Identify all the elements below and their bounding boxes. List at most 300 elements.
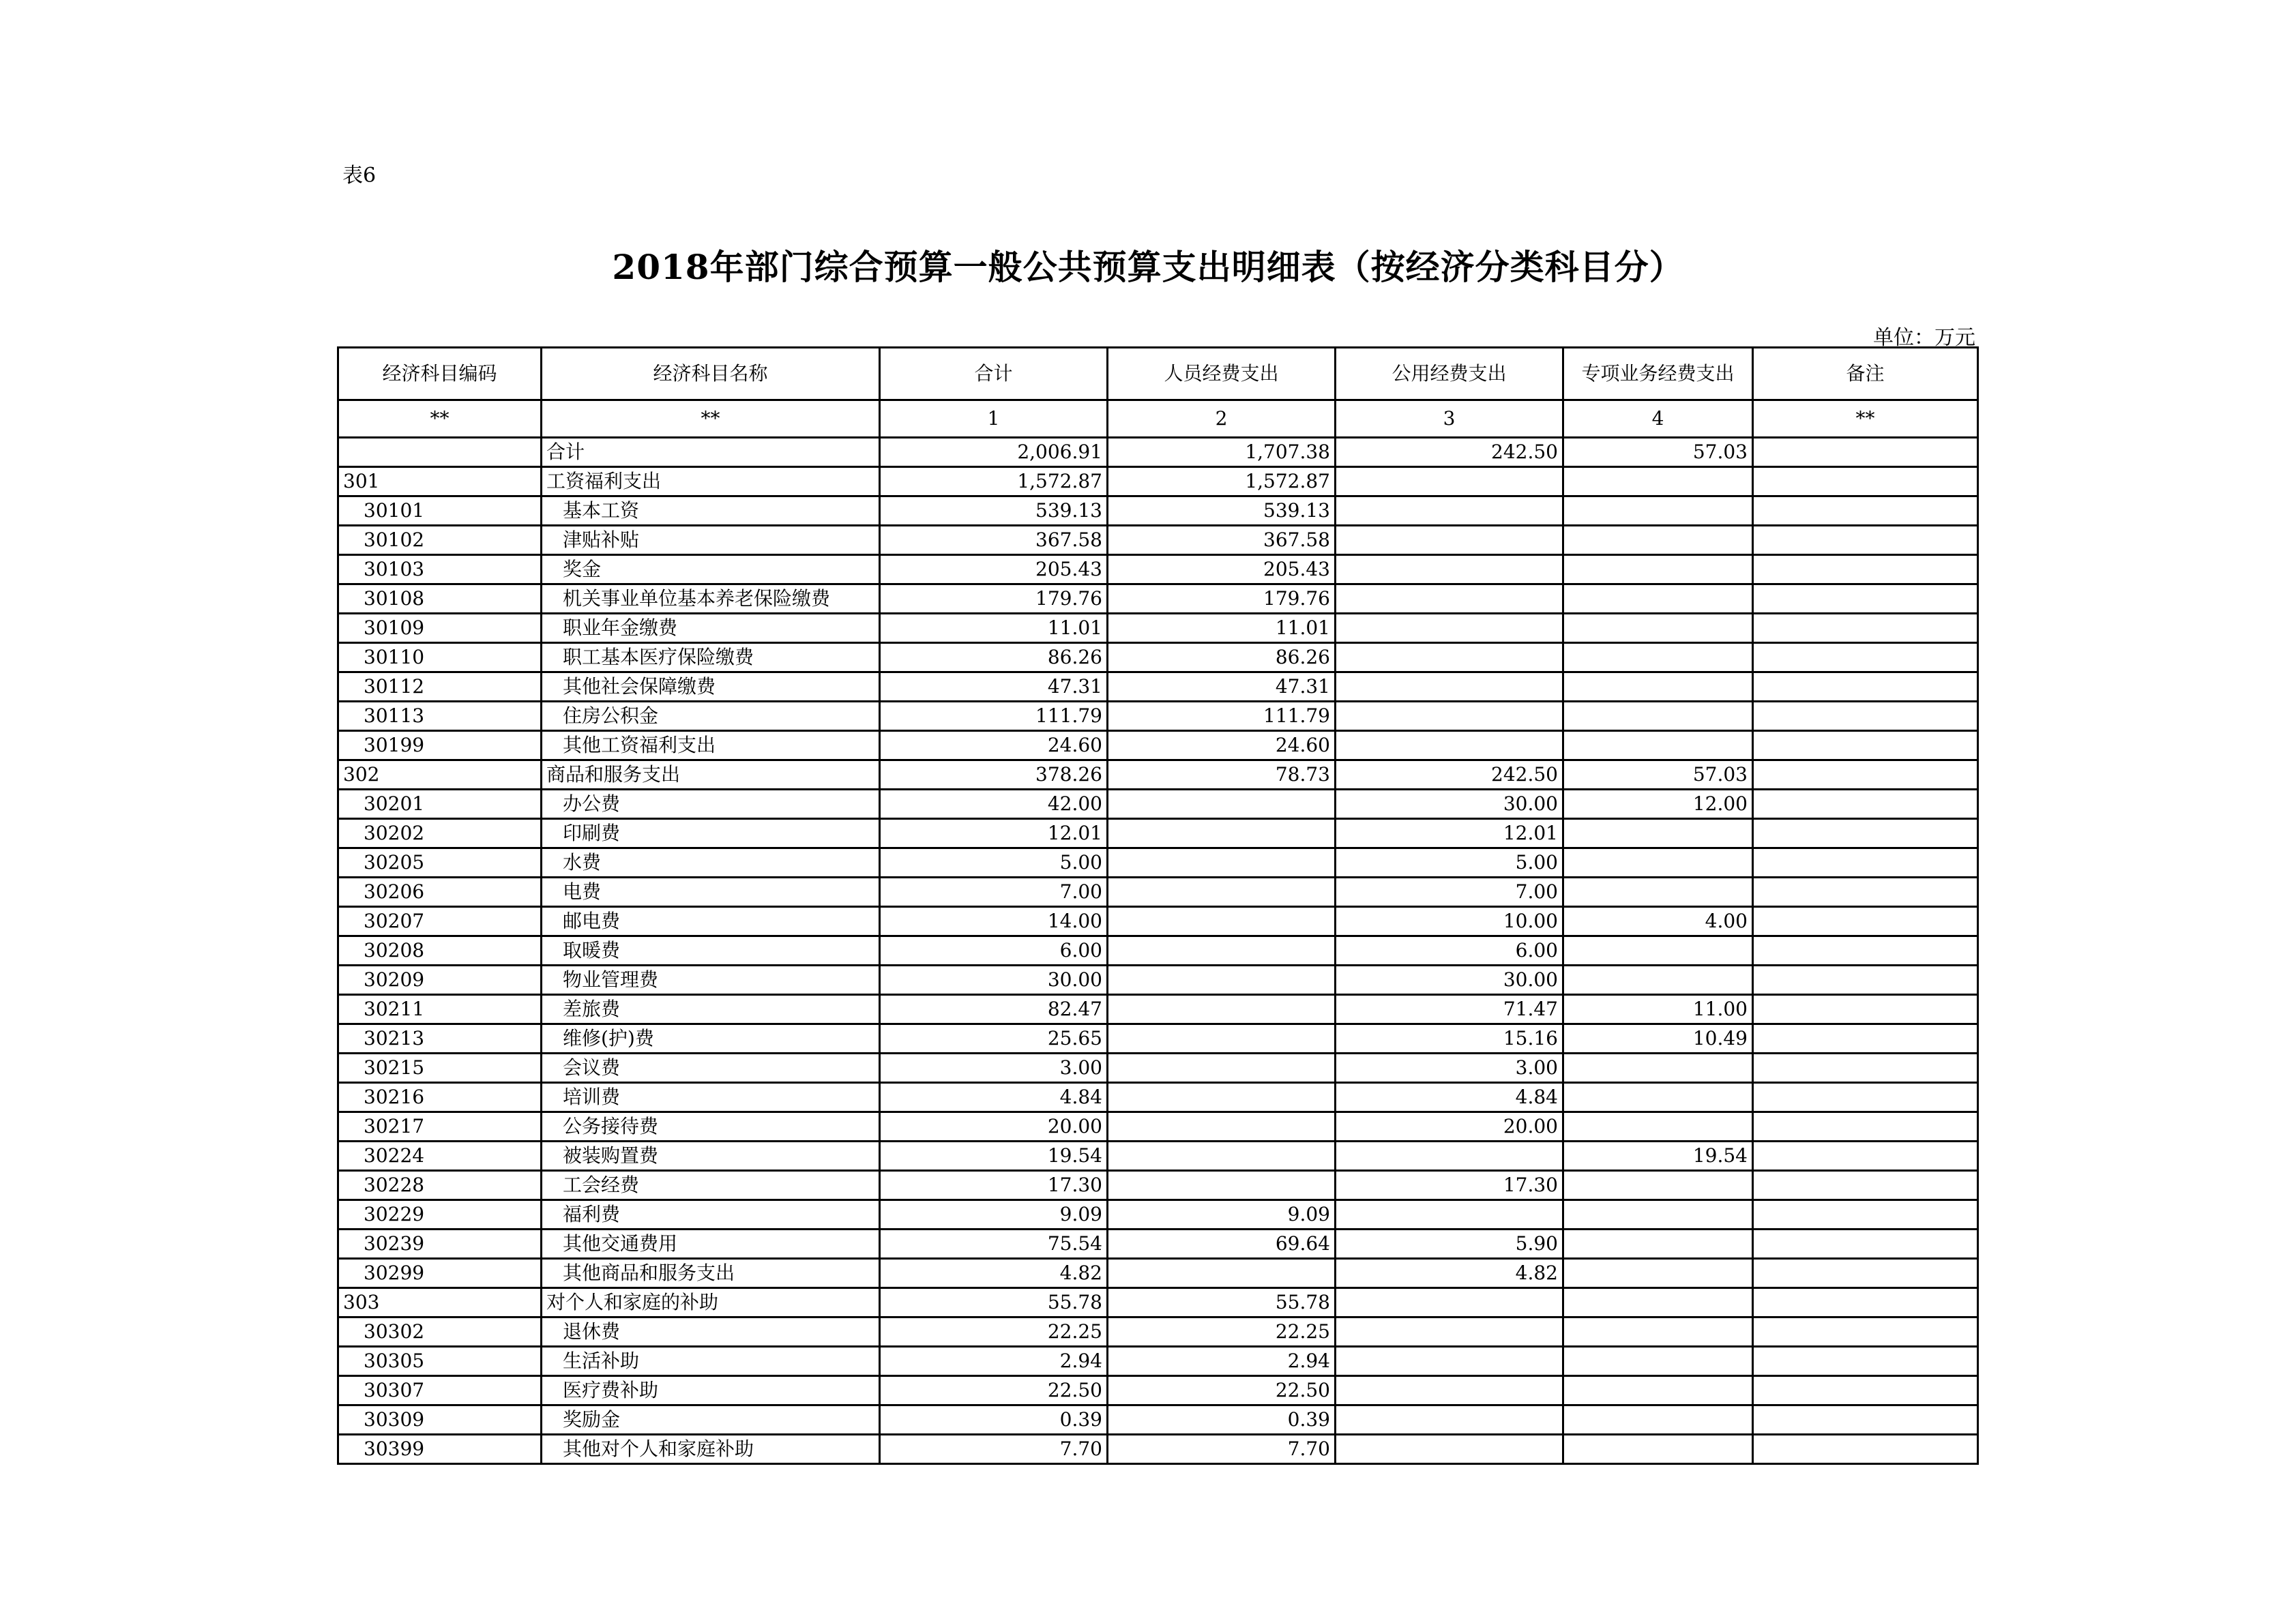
cell-code: 30305 xyxy=(338,1347,542,1376)
cell-name: 水费 xyxy=(542,848,880,878)
cell-note xyxy=(1753,496,1978,526)
table-row xyxy=(338,1054,1978,1083)
cell-name: 工资福利支出 xyxy=(542,467,880,496)
table-row xyxy=(338,936,1978,966)
cell-personnel xyxy=(1108,1259,1336,1288)
cell-name: 基本工资 xyxy=(542,496,880,526)
table-row xyxy=(338,555,1978,584)
column-header-special: 专项业务经费支出 xyxy=(1563,348,1753,400)
cell-note xyxy=(1753,966,1978,995)
cell-special xyxy=(1563,702,1753,731)
cell-code: 301 xyxy=(338,467,542,496)
cell-total: 367.58 xyxy=(880,526,1108,555)
cell-note xyxy=(1753,790,1978,819)
cell-total: 24.60 xyxy=(880,731,1108,760)
table-row xyxy=(338,1435,1978,1464)
cell-name: 印刷费 xyxy=(542,819,880,848)
cell-public xyxy=(1336,672,1563,702)
cell-personnel: 47.31 xyxy=(1108,672,1336,702)
cell-code: 30207 xyxy=(338,907,542,936)
cell-public: 4.84 xyxy=(1336,1083,1563,1112)
cell-special: 11.00 xyxy=(1563,995,1753,1024)
header-row xyxy=(338,348,1978,400)
cell-code: 30217 xyxy=(338,1112,542,1142)
cell-total: 1,572.87 xyxy=(880,467,1108,496)
cell-public: 6.00 xyxy=(1336,936,1563,966)
cell-public xyxy=(1336,731,1563,760)
table-row xyxy=(338,526,1978,555)
cell-personnel xyxy=(1108,936,1336,966)
cell-note xyxy=(1753,1317,1978,1347)
cell-public xyxy=(1336,643,1563,672)
cell-personnel xyxy=(1108,995,1336,1024)
table-row xyxy=(338,496,1978,526)
cell-total: 47.31 xyxy=(880,672,1108,702)
cell-note xyxy=(1753,1376,1978,1405)
cell-code: 30309 xyxy=(338,1405,542,1435)
table-row xyxy=(338,1171,1978,1200)
table-row xyxy=(338,1142,1978,1171)
cell-total: 7.00 xyxy=(880,878,1108,907)
cell-name: 职工基本医疗保险缴费 xyxy=(542,643,880,672)
cell-code: 30399 xyxy=(338,1435,542,1464)
table-row xyxy=(338,1200,1978,1230)
cell-name: 被装购置费 xyxy=(542,1142,880,1171)
cell-public: 10.00 xyxy=(1336,907,1563,936)
cell-public xyxy=(1336,1347,1563,1376)
cell-public: 20.00 xyxy=(1336,1112,1563,1142)
cell-special xyxy=(1563,526,1753,555)
cell-public: 15.16 xyxy=(1336,1024,1563,1054)
cell-code: 30228 xyxy=(338,1171,542,1200)
cell-special: 19.54 xyxy=(1563,1142,1753,1171)
cell-total: 20.00 xyxy=(880,1112,1108,1142)
cell-code: 30224 xyxy=(338,1142,542,1171)
cell-note xyxy=(1753,672,1978,702)
cell-note xyxy=(1753,907,1978,936)
cell-note xyxy=(1753,1083,1978,1112)
cell-name: 工会经费 xyxy=(542,1171,880,1200)
table-row xyxy=(338,1288,1978,1317)
table-row xyxy=(338,467,1978,496)
cell-personnel xyxy=(1108,848,1336,878)
cell-code: 302 xyxy=(338,760,542,790)
cell-special xyxy=(1563,848,1753,878)
cell-special xyxy=(1563,819,1753,848)
table-row xyxy=(338,1405,1978,1435)
cell-name: 其他对个人和家庭补助 xyxy=(542,1435,880,1464)
table-label: 表6 xyxy=(342,164,377,188)
cell-note xyxy=(1753,848,1978,878)
table-row xyxy=(338,643,1978,672)
cell-public: 71.47 xyxy=(1336,995,1563,1024)
cell-note xyxy=(1753,936,1978,966)
cell-name: 办公费 xyxy=(542,790,880,819)
cell-total: 17.30 xyxy=(880,1171,1108,1200)
cell-special xyxy=(1563,878,1753,907)
column-header-total: 合计 xyxy=(880,348,1108,400)
cell-name: 生活补助 xyxy=(542,1347,880,1376)
cell-public xyxy=(1336,555,1563,584)
cell-public xyxy=(1336,1317,1563,1347)
cell-special: 57.03 xyxy=(1563,438,1753,467)
cell-name: 公务接待费 xyxy=(542,1112,880,1142)
table-row xyxy=(338,731,1978,760)
cell-name: 物业管理费 xyxy=(542,966,880,995)
cell-name: 差旅费 xyxy=(542,995,880,1024)
cell-total: 111.79 xyxy=(880,702,1108,731)
cell-public xyxy=(1336,496,1563,526)
cell-code: 30213 xyxy=(338,1024,542,1054)
cell-special xyxy=(1563,1112,1753,1142)
cell-total: 539.13 xyxy=(880,496,1108,526)
cell-total: 14.00 xyxy=(880,907,1108,936)
cell-note xyxy=(1753,438,1978,467)
cell-code: 30201 xyxy=(338,790,542,819)
cell-total: 4.82 xyxy=(880,1259,1108,1288)
cell-public xyxy=(1336,1376,1563,1405)
cell-special xyxy=(1563,1405,1753,1435)
cell-name: 奖励金 xyxy=(542,1405,880,1435)
cell-note xyxy=(1753,526,1978,555)
cell-total: 6.00 xyxy=(880,936,1108,966)
index-cell: 3 xyxy=(1336,400,1563,438)
table-row xyxy=(338,1376,1978,1405)
cell-code: 30299 xyxy=(338,1259,542,1288)
cell-personnel: 2.94 xyxy=(1108,1347,1336,1376)
cell-total: 179.76 xyxy=(880,584,1108,614)
cell-personnel: 9.09 xyxy=(1108,1200,1336,1230)
cell-special xyxy=(1563,936,1753,966)
table-row xyxy=(338,1347,1978,1376)
cell-code: 303 xyxy=(338,1288,542,1317)
cell-code: 30102 xyxy=(338,526,542,555)
cell-personnel: 367.58 xyxy=(1108,526,1336,555)
cell-personnel: 1,572.87 xyxy=(1108,467,1336,496)
cell-public: 3.00 xyxy=(1336,1054,1563,1083)
cell-personnel: 24.60 xyxy=(1108,731,1336,760)
cell-name: 医疗费补助 xyxy=(542,1376,880,1405)
cell-note xyxy=(1753,584,1978,614)
cell-total: 82.47 xyxy=(880,995,1108,1024)
cell-code: 30110 xyxy=(338,643,542,672)
cell-special xyxy=(1563,584,1753,614)
cell-public: 242.50 xyxy=(1336,438,1563,467)
cell-note xyxy=(1753,878,1978,907)
table-row xyxy=(338,966,1978,995)
cell-note xyxy=(1753,702,1978,731)
table-row xyxy=(338,1083,1978,1112)
cell-name: 对个人和家庭的补助 xyxy=(542,1288,880,1317)
index-cell: ** xyxy=(542,400,880,438)
cell-note xyxy=(1753,1230,1978,1259)
table-row xyxy=(338,790,1978,819)
cell-special xyxy=(1563,1171,1753,1200)
cell-special xyxy=(1563,1054,1753,1083)
cell-code: 30211 xyxy=(338,995,542,1024)
cell-public xyxy=(1336,1288,1563,1317)
cell-personnel xyxy=(1108,1171,1336,1200)
cell-public: 5.90 xyxy=(1336,1230,1563,1259)
cell-note xyxy=(1753,1112,1978,1142)
cell-total: 4.84 xyxy=(880,1083,1108,1112)
cell-personnel xyxy=(1108,1054,1336,1083)
cell-public: 17.30 xyxy=(1336,1171,1563,1200)
cell-public: 7.00 xyxy=(1336,878,1563,907)
cell-code: 30101 xyxy=(338,496,542,526)
cell-name: 其他交通费用 xyxy=(542,1230,880,1259)
cell-note xyxy=(1753,1054,1978,1083)
cell-public: 242.50 xyxy=(1336,760,1563,790)
cell-personnel: 539.13 xyxy=(1108,496,1336,526)
table-row xyxy=(338,907,1978,936)
cell-public: 4.82 xyxy=(1336,1259,1563,1288)
cell-special xyxy=(1563,1230,1753,1259)
table-row xyxy=(338,1024,1978,1054)
cell-total: 3.00 xyxy=(880,1054,1108,1083)
cell-special xyxy=(1563,1376,1753,1405)
cell-name: 电费 xyxy=(542,878,880,907)
cell-name: 其他社会保障缴费 xyxy=(542,672,880,702)
cell-personnel: 55.78 xyxy=(1108,1288,1336,1317)
cell-code: 30206 xyxy=(338,878,542,907)
table-row xyxy=(338,878,1978,907)
cell-name: 商品和服务支出 xyxy=(542,760,880,790)
cell-personnel: 22.50 xyxy=(1108,1376,1336,1405)
cell-personnel xyxy=(1108,1112,1336,1142)
cell-note xyxy=(1753,995,1978,1024)
cell-public xyxy=(1336,1435,1563,1464)
cell-public xyxy=(1336,1200,1563,1230)
cell-total: 9.09 xyxy=(880,1200,1108,1230)
cell-public: 30.00 xyxy=(1336,966,1563,995)
table-row xyxy=(338,995,1978,1024)
cell-note xyxy=(1753,555,1978,584)
cell-special: 57.03 xyxy=(1563,760,1753,790)
cell-note xyxy=(1753,1142,1978,1171)
cell-code: 30205 xyxy=(338,848,542,878)
cell-total: 2,006.91 xyxy=(880,438,1108,467)
cell-personnel: 179.76 xyxy=(1108,584,1336,614)
table-row xyxy=(338,614,1978,643)
cell-total: 55.78 xyxy=(880,1288,1108,1317)
cell-code: 30108 xyxy=(338,584,542,614)
cell-personnel xyxy=(1108,878,1336,907)
cell-special xyxy=(1563,1347,1753,1376)
cell-note xyxy=(1753,731,1978,760)
cell-code: 30216 xyxy=(338,1083,542,1112)
cell-personnel xyxy=(1108,966,1336,995)
cell-note xyxy=(1753,1347,1978,1376)
cell-name: 合计 xyxy=(542,438,880,467)
cell-name: 住房公积金 xyxy=(542,702,880,731)
cell-special xyxy=(1563,555,1753,584)
cell-special xyxy=(1563,966,1753,995)
cell-total: 2.94 xyxy=(880,1347,1108,1376)
cell-code: 30302 xyxy=(338,1317,542,1347)
cell-personnel: 86.26 xyxy=(1108,643,1336,672)
cell-personnel xyxy=(1108,790,1336,819)
cell-name: 职业年金缴费 xyxy=(542,614,880,643)
index-cell: 2 xyxy=(1108,400,1336,438)
cell-total: 19.54 xyxy=(880,1142,1108,1171)
cell-personnel: 7.70 xyxy=(1108,1435,1336,1464)
cell-special xyxy=(1563,1288,1753,1317)
cell-total: 30.00 xyxy=(880,966,1108,995)
cell-total: 5.00 xyxy=(880,848,1108,878)
cell-note xyxy=(1753,1171,1978,1200)
cell-special xyxy=(1563,731,1753,760)
index-cell: 1 xyxy=(880,400,1108,438)
table-row xyxy=(338,1230,1978,1259)
cell-total: 86.26 xyxy=(880,643,1108,672)
cell-total: 378.26 xyxy=(880,760,1108,790)
cell-public: 5.00 xyxy=(1336,848,1563,878)
cell-total: 42.00 xyxy=(880,790,1108,819)
cell-personnel: 1,707.38 xyxy=(1108,438,1336,467)
cell-name: 取暖费 xyxy=(542,936,880,966)
table-row xyxy=(338,819,1978,848)
budget-table xyxy=(337,346,1979,1465)
cell-public: 12.01 xyxy=(1336,819,1563,848)
cell-total: 7.70 xyxy=(880,1435,1108,1464)
cell-note xyxy=(1753,1259,1978,1288)
cell-name: 福利费 xyxy=(542,1200,880,1230)
unit-label: 单位：万元 xyxy=(1873,326,1975,350)
cell-name: 会议费 xyxy=(542,1054,880,1083)
table-row xyxy=(338,672,1978,702)
cell-personnel: 69.64 xyxy=(1108,1230,1336,1259)
table-row xyxy=(338,438,1978,467)
cell-code: 30103 xyxy=(338,555,542,584)
cell-special xyxy=(1563,1083,1753,1112)
table-row xyxy=(338,848,1978,878)
cell-note xyxy=(1753,1405,1978,1435)
cell-code: 30113 xyxy=(338,702,542,731)
page-title: 2018年部门综合预算一般公共预算支出明细表（按经济分类科目分） xyxy=(612,247,1684,287)
cell-personnel xyxy=(1108,1142,1336,1171)
cell-code: 30199 xyxy=(338,731,542,760)
cell-personnel xyxy=(1108,819,1336,848)
index-cell: ** xyxy=(338,400,542,438)
table-row xyxy=(338,1112,1978,1142)
cell-name: 邮电费 xyxy=(542,907,880,936)
index-row xyxy=(338,400,1978,438)
cell-personnel: 111.79 xyxy=(1108,702,1336,731)
cell-name: 其他商品和服务支出 xyxy=(542,1259,880,1288)
cell-total: 25.65 xyxy=(880,1024,1108,1054)
cell-name: 津贴补贴 xyxy=(542,526,880,555)
cell-special xyxy=(1563,614,1753,643)
cell-special: 4.00 xyxy=(1563,907,1753,936)
cell-personnel: 11.01 xyxy=(1108,614,1336,643)
column-header-code: 经济科目编码 xyxy=(338,348,542,400)
cell-name: 机关事业单位基本养老保险缴费 xyxy=(542,584,880,614)
cell-special xyxy=(1563,643,1753,672)
cell-code: 30208 xyxy=(338,936,542,966)
cell-public xyxy=(1336,1405,1563,1435)
cell-note xyxy=(1753,643,1978,672)
cell-personnel: 0.39 xyxy=(1108,1405,1336,1435)
cell-special xyxy=(1563,1259,1753,1288)
cell-name: 奖金 xyxy=(542,555,880,584)
cell-name: 退休费 xyxy=(542,1317,880,1347)
cell-public xyxy=(1336,467,1563,496)
cell-code: 30307 xyxy=(338,1376,542,1405)
cell-code: 30239 xyxy=(338,1230,542,1259)
index-cell: 4 xyxy=(1563,400,1753,438)
cell-special xyxy=(1563,1317,1753,1347)
table-row xyxy=(338,584,1978,614)
cell-total: 22.50 xyxy=(880,1376,1108,1405)
cell-total: 11.01 xyxy=(880,614,1108,643)
cell-special xyxy=(1563,1435,1753,1464)
table-row xyxy=(338,1317,1978,1347)
cell-name: 维修(护)费 xyxy=(542,1024,880,1054)
cell-code: 30112 xyxy=(338,672,542,702)
cell-total: 205.43 xyxy=(880,555,1108,584)
cell-note xyxy=(1753,760,1978,790)
cell-note xyxy=(1753,614,1978,643)
cell-note xyxy=(1753,1435,1978,1464)
cell-note xyxy=(1753,467,1978,496)
cell-code xyxy=(338,438,542,467)
cell-code: 30202 xyxy=(338,819,542,848)
table-body xyxy=(338,438,1978,1464)
cell-public xyxy=(1336,614,1563,643)
cell-total: 75.54 xyxy=(880,1230,1108,1259)
cell-special: 12.00 xyxy=(1563,790,1753,819)
cell-note xyxy=(1753,1024,1978,1054)
cell-special xyxy=(1563,496,1753,526)
cell-personnel xyxy=(1108,1083,1336,1112)
cell-public xyxy=(1336,526,1563,555)
column-header-personnel: 人员经费支出 xyxy=(1108,348,1336,400)
cell-note xyxy=(1753,819,1978,848)
cell-code: 30209 xyxy=(338,966,542,995)
cell-note xyxy=(1753,1288,1978,1317)
cell-code: 30229 xyxy=(338,1200,542,1230)
cell-name: 其他工资福利支出 xyxy=(542,731,880,760)
cell-note xyxy=(1753,1200,1978,1230)
table-row xyxy=(338,1259,1978,1288)
cell-name: 培训费 xyxy=(542,1083,880,1112)
cell-public xyxy=(1336,1142,1563,1171)
cell-code: 30215 xyxy=(338,1054,542,1083)
index-cell: ** xyxy=(1753,400,1978,438)
cell-total: 22.25 xyxy=(880,1317,1108,1347)
cell-public xyxy=(1336,584,1563,614)
cell-personnel: 22.25 xyxy=(1108,1317,1336,1347)
cell-code: 30109 xyxy=(338,614,542,643)
cell-personnel xyxy=(1108,907,1336,936)
cell-special xyxy=(1563,672,1753,702)
cell-special: 10.49 xyxy=(1563,1024,1753,1054)
cell-personnel: 78.73 xyxy=(1108,760,1336,790)
column-header-name: 经济科目名称 xyxy=(542,348,880,400)
cell-personnel xyxy=(1108,1024,1336,1054)
cell-total: 12.01 xyxy=(880,819,1108,848)
table-row xyxy=(338,760,1978,790)
cell-special xyxy=(1563,467,1753,496)
table-row xyxy=(338,702,1978,731)
cell-total: 0.39 xyxy=(880,1405,1108,1435)
column-header-public: 公用经费支出 xyxy=(1336,348,1563,400)
cell-public xyxy=(1336,702,1563,731)
cell-special xyxy=(1563,1200,1753,1230)
column-header-note: 备注 xyxy=(1753,348,1978,400)
cell-personnel: 205.43 xyxy=(1108,555,1336,584)
